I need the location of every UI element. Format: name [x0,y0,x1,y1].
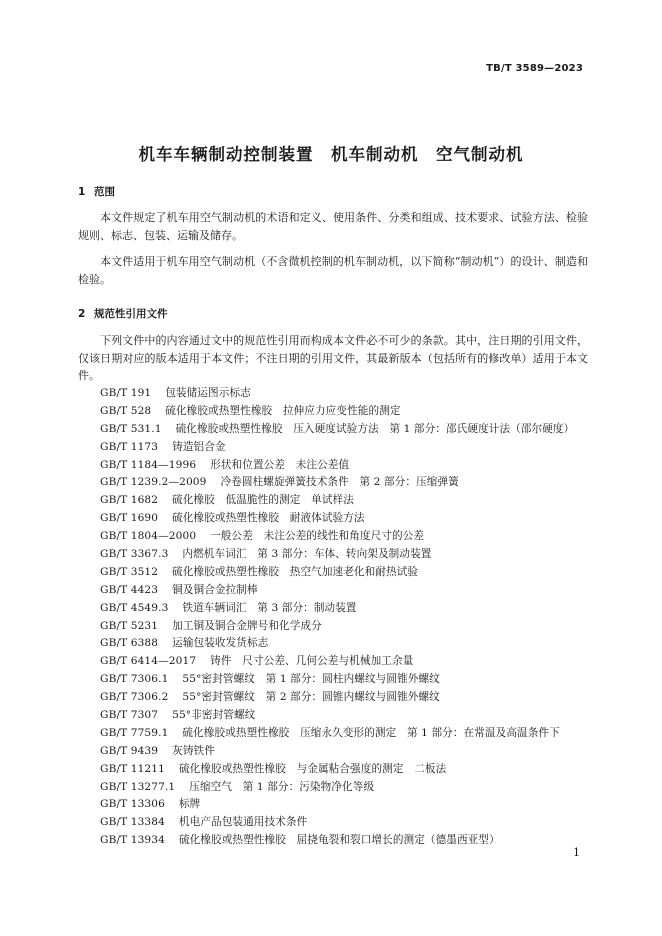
reference-title: 55°非密封管螺纹 [172,709,256,722]
reference-code: GB/T 5231 [100,619,159,632]
reference-item [100,618,600,636]
reference-code: GB/T 528 [100,404,152,417]
reference-item [100,814,600,832]
reference-item [100,403,600,421]
reference-code: GB/T 1173 [100,440,159,453]
reference-item [100,492,600,510]
reference-item [100,564,600,582]
reference-item [100,707,600,725]
reference-title: 硫化橡胶或热塑性橡胶 耐液体试验方法 [172,512,365,525]
reference-code: GB/T 7759.1 [100,726,169,739]
reference-title: 55°密封管螺纹 第 2 部分：圆锥内螺纹与圆锥外螺纹 [182,691,440,704]
reference-item [100,600,600,618]
paragraph: 本文件规定了机车用空气制动机的术语和定义、使用条件、分类和组成、技术要求、试验方法、检验规则、标志、包装、运输及储存。 [78,211,588,242]
section-1-heading [78,184,115,199]
reference-code: GB/T 3512 [100,565,159,578]
reference-item [100,671,600,689]
reference-title: 标牌 [178,798,201,811]
reference-title: 铁道车辆词汇 第 3 部分：制动装置 [182,601,357,614]
reference-title: 硫化橡胶或热塑性橡胶 屈挠龟裂和裂口增长的测定（德墨西亚型） [178,834,500,847]
reference-title: 硫化橡胶 低温脆性的测定 单试样法 [172,494,354,507]
reference-title: 内燃机车词汇 第 3 部分：车体、转向架及制动装置 [182,548,432,561]
reference-title: 冷卷圆柱螺旋弹簧技术条件 第 2 部分：压缩弹簧 [220,476,459,489]
section-title: 范围 [94,186,115,198]
reference-title: 55°密封管螺纹 第 1 部分：圆柱内螺纹与圆锥外螺纹 [182,673,440,686]
section-title: 规范性引用文件 [94,308,168,320]
reference-item [100,832,600,850]
reference-item [100,421,600,439]
section-2-heading [78,306,168,321]
reference-item [100,653,600,671]
reference-code: GB/T 4549.3 [100,601,169,614]
reference-item [100,439,600,457]
reference-title: 硫化橡胶或热塑性橡胶 压缩永久变形的测定 第 1 部分：在常温及高温条件下 [182,726,560,739]
reference-code: GB/T 7306.1 [100,673,169,686]
reference-item [100,779,600,797]
reference-item [100,385,600,403]
reference-title: 一般公差 未注公差的线性和角度尺寸的公差 [210,530,425,543]
reference-code: GB/T 6388 [100,637,159,650]
paragraph: 本文件适用于机车用空气制动机（不含微机控制的机车制动机，以下简称“制动机”）的设计、制造和检验。 [78,255,588,286]
reference-code: GB/T 191 [100,387,152,399]
reference-code: GB/T 3367.3 [100,548,169,561]
reference-code: GB/T 1682 [100,494,159,507]
reference-code: GB/T 1804—2000 [100,530,197,543]
reference-code: GB/T 13277.1 [100,780,176,793]
reference-code: GB/T 13384 [100,816,165,829]
reference-item [100,510,600,528]
document-title: 机车车辆制动控制装置 机车制动机 空气制动机 [138,145,524,164]
reference-item [100,474,600,492]
reference-item [100,761,600,779]
reference-code: GB/T 6414—2017 [100,655,197,668]
standard-number: TB/T 3589—2023 [486,63,583,74]
reference-item [100,528,600,546]
reference-code: GB/T 13306 [100,798,165,811]
reference-title: 运输包装收发货标志 [172,637,269,650]
reference-code: GB/T 13934 [100,834,165,847]
reference-list [100,385,600,850]
reference-title: 灰铸铁件 [172,744,215,757]
reference-title: 铸件 尺寸公差、几何公差与机械加工余量 [210,655,414,668]
reference-code: GB/T 1690 [100,512,159,525]
reference-title: 加工铜及铜合金牌号和化学成分 [172,619,322,632]
reference-title: 硫化橡胶或热塑性橡胶 与金属粘合强度的测定 二板法 [178,762,447,775]
reference-code: GB/T 9439 [100,744,159,757]
reference-item [100,689,600,707]
reference-item [100,743,600,761]
paragraph: 下列文件中的内容通过文中的规范性引用而构成本文件必不可少的条款。其中，注日期的引用文件，仅该日期对应的版本适用于本文件；不注日期的引用文件，其最新版本（包括所有的修改单）适用于本文件。 [78,334,588,382]
reference-title: 包装储运图示标志 [165,387,251,399]
page-number: 1 [573,846,580,859]
reference-item [100,635,600,653]
reference-item [100,582,600,600]
reference-code: GB/T 4423 [100,583,159,596]
reference-item [100,796,600,814]
reference-title: 铜及铜合金拉制棒 [172,583,258,596]
reference-title: 硫化橡胶或热塑性橡胶 拉伸应力应变性能的测定 [165,404,401,417]
reference-code: GB/T 1239.2—2009 [100,476,207,489]
reference-title: 压缩空气 第 1 部分：污染物净化等级 [189,780,375,793]
section-number: 2 [78,308,86,320]
reference-title: 形状和位置公差 未注公差值 [210,458,350,471]
reference-item [100,457,600,475]
reference-title: 铸造铝合金 [172,440,226,453]
reference-title: 机电产品包装通用技术条件 [178,816,308,829]
reference-item [100,725,600,743]
reference-title: 硫化橡胶或热塑性橡胶 热空气加速老化和耐热试验 [172,565,419,578]
reference-code: GB/T 1184—1996 [100,458,197,471]
reference-title: 硫化橡胶或热塑性橡胶 压入硬度试验方法 第 1 部分：邵氏硬度计法（邵尔硬度） [175,422,575,435]
reference-code: GB/T 7306.2 [100,691,169,704]
reference-code: GB/T 11211 [100,762,165,775]
reference-code: GB/T 7307 [100,709,159,722]
section-number: 1 [78,186,86,198]
reference-code: GB/T 531.1 [100,422,162,435]
reference-item [100,546,600,564]
